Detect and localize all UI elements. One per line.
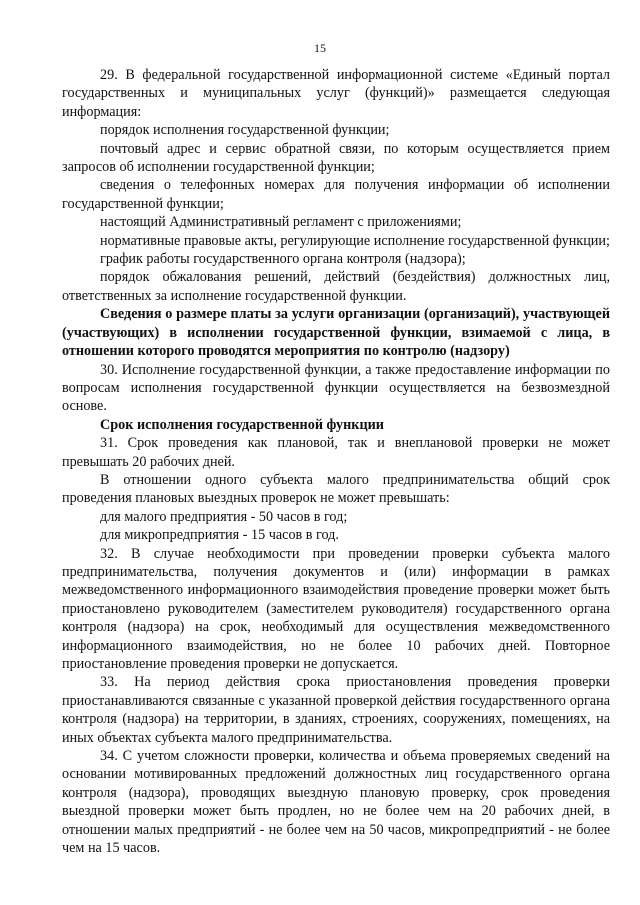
paragraph-32: 32. В случае необходимости при проведении проверки субъекта малого предпринимательства, получения документов и (или) информации в рамках межведомственного информационного взаимодействия проведение проверки может быть приостановлено руководителем (заместителем руководителя) государственного органа контроля (надзора) на срок, необходимый для осуществления межведомственного информационного взаимодействия, но не более 10 рабочих дней. Повторное приостановление проведения проверки не допускается. xyxy=(62,545,610,672)
list-item-appeal: порядок обжалования решений, действий (бездействия) должностных лиц, ответственных за исполнение государственной функции. xyxy=(62,269,610,304)
document-body xyxy=(62,66,610,857)
list-item-small-enterprise: для малого предприятия - 50 часов в год; xyxy=(100,508,348,525)
list-item-phones: сведения о телефонных номерах для получения информации об исполнении государственной функции; xyxy=(62,177,610,212)
list-item-micro-enterprise: для микропредприятия - 15 часов в год. xyxy=(100,527,339,544)
section-heading-fees: Сведения о размере платы за услуги организации (организаций), участвующей (участвующих) в исполнении государственной функции, взимаемой с лица, в отношении которого проводятся мероприятия по контролю (надзору) xyxy=(62,306,610,360)
list-item-legal-acts: нормативные правовые акты, регулирующие исполнение государственной функции; xyxy=(100,232,610,249)
page-number: 15 xyxy=(314,41,326,55)
paragraph-34: 34. С учетом сложности проверки, количества и объема проверяемых сведений на основании мотивированных предложений должностных лиц государственного органа контроля (надзора), проводящих выездную плановую проверку, срок проведения выездной проверки может быть продлен, но не более чем на 20 рабочих дней, в отношении малых предприятий - не более чем на 50 часов, микропредприятий - не более чем на 15 часов. xyxy=(62,748,610,857)
paragraph-33: 33. На период действия срока приостановления проведения проверки приостанавливаются связанные с указанной проверкой действия государственного органа контроля (надзора) на территории, в зданиях, строениях, сооружениях, помещениях, на иных объектах субъекта малого предпринимательства. xyxy=(62,674,610,746)
paragraph-29: 29. В федеральной государственной информационной системе «Единый портал государственных и муниципальных услуг (функций)» размещается следующая информация: xyxy=(62,67,610,120)
list-item-schedule: график работы государственного органа контроля (надзора); xyxy=(100,251,466,268)
paragraph-30: 30. Исполнение государственной функции, а также предоставление информации по вопросам исполнения государственной функции осуществляется на безвозмездной основе. xyxy=(62,361,610,415)
paragraph-31: 31. Срок проведения как плановой, так и внеплановой проверки не может превышать 20 рабочих дней. xyxy=(62,435,610,470)
list-item-regulation: настоящий Административный регламент с приложениями; xyxy=(100,214,462,231)
paragraph-small-business: В отношении одного субъекта малого предпринимательства общий срок проведения плановых выездных проверок не может превышать: xyxy=(62,471,610,507)
list-item-address: почтовый адрес и сервис обратной связи, по которым осуществляется прием запросов об исполнении государственной функции; xyxy=(62,140,610,176)
list-item-procedure: порядок исполнения государственной функции; xyxy=(100,122,390,139)
section-heading-term: Срок исполнения государственной функции xyxy=(100,416,384,433)
